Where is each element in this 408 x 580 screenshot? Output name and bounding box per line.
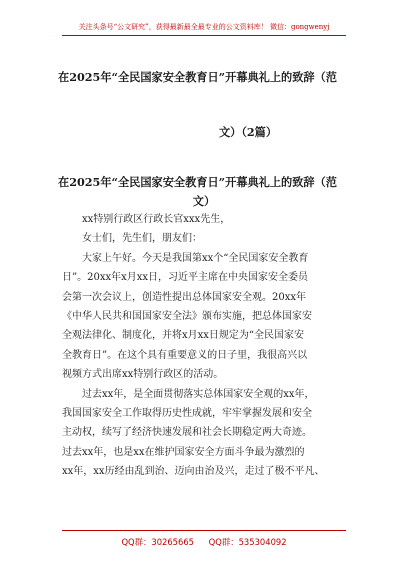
paragraph-line: 过去xx年，是全面贯彻落实总体国家安全观的xx年， [82, 388, 315, 400]
header-divider [62, 35, 346, 36]
header-banner: 关注头条号“公文研究”，获得最新最全最专业的公文资料库！ 微信：gongwenyj [78, 23, 330, 31]
document-title-line2: 文） [192, 194, 216, 208]
paragraph-line: 视频方式出席xx特别行政区的活动。 [62, 369, 224, 381]
paragraph-line: 我国国家安全工作取得历史性成就，牢牢掌握发展和安全 [62, 408, 312, 420]
footer-qq-group-2: QQ群：535304092 [208, 537, 287, 547]
paragraph-line: 会第一次会议上，创造性提出总体国家安全观。20xx年 [62, 291, 307, 303]
paragraph-line: 大家上午好。今天是我国第xx个“全民国家安全教育 [82, 252, 309, 264]
document-body [62, 210, 354, 482]
paragraph-line: 全观法律化、制度化，并将x月xx日规定为“全民国家安 [62, 330, 305, 342]
salutation-line: 女士们，先生们，朋友们： [82, 233, 202, 245]
paragraph-line: 全教育日”。在这个具有重要意义的日子里，我很高兴以 [62, 349, 308, 361]
footer [0, 536, 408, 548]
cover-title-line1: 在2025年“全民国家安全教育日”开幕典礼上的致辞（范 [58, 70, 337, 84]
paragraph-line: 《中华人民共和国国家安全法》颁布实施，把总体国家安 [62, 311, 312, 323]
footer-qq-group-1: QQ群：30265665 [121, 537, 194, 547]
cover-title-line2: 文）（2篇） [218, 125, 278, 139]
salutation-line: xx特别行政区行政长官xxx先生， [82, 214, 231, 225]
paragraph-line: xx年，xx历经由乱到治、迈向由治及兴，走过了极不平凡、 [62, 466, 325, 478]
paragraph-line: 日”。20xx年x月xx日，习近平主席在中央国家安全委员 [62, 272, 309, 284]
paragraph-line: 主动权，续写了经济快速发展和社会长期稳定两大奇迹。 [62, 427, 312, 439]
document-title-line1: 在2025年“全民国家安全教育日”开幕典礼上的致辞（范 [58, 175, 337, 189]
paragraph-line: 过去xx年，也是xx在维护国家安全方面斗争最为激烈的 [62, 446, 305, 458]
footer-divider [62, 530, 346, 531]
